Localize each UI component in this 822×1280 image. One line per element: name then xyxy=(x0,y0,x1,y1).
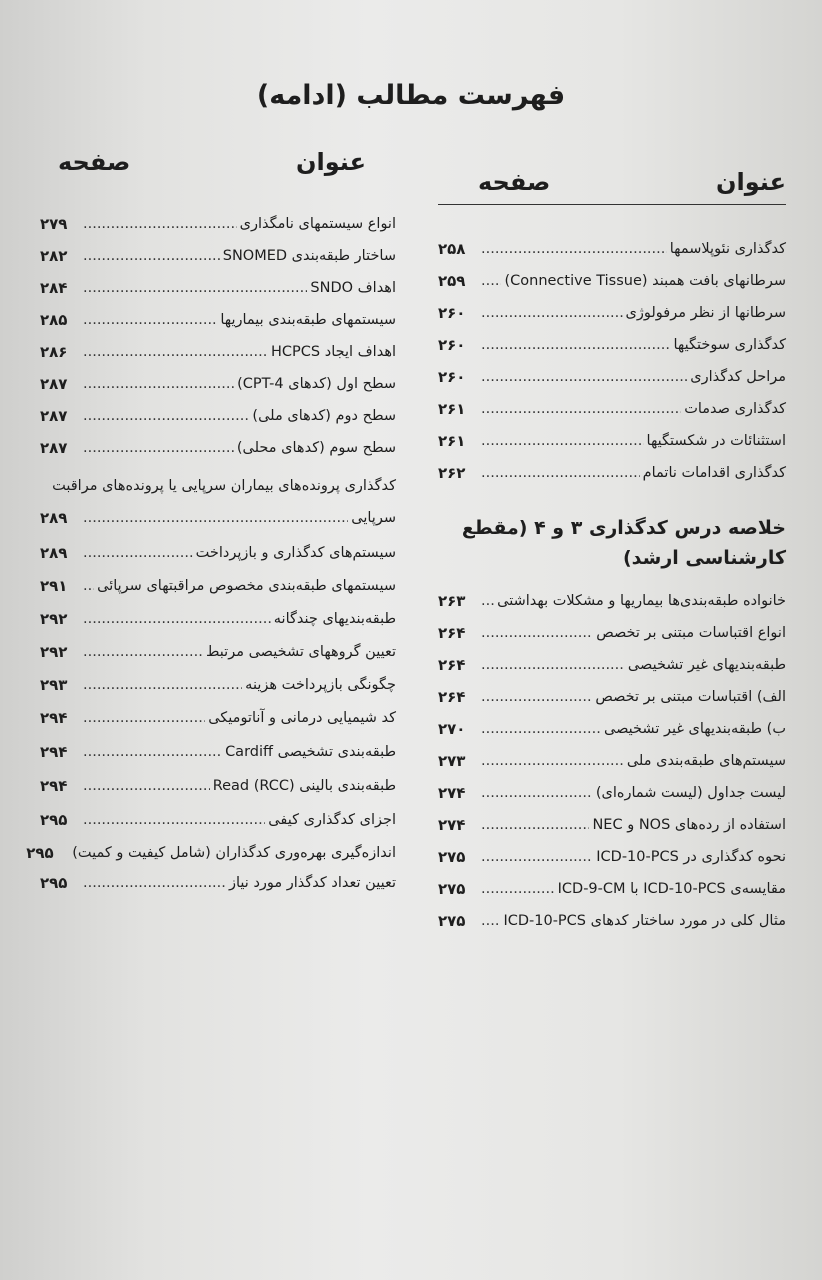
dot-leader xyxy=(481,687,592,707)
toc-entry[interactable] xyxy=(40,796,396,830)
toc-entry[interactable] xyxy=(438,771,786,803)
toc-entry[interactable] xyxy=(40,629,396,662)
toc-entry-page: ۲۹۲ xyxy=(40,643,68,661)
dot-leader xyxy=(481,335,671,355)
toc-entry-title: اهداف ایجاد HCPCS xyxy=(271,344,396,360)
toc-entry-page: ۲۸۵ xyxy=(40,311,68,329)
toc-entry-page: ۲۷۴ xyxy=(438,816,466,834)
toc-entry-title: استفاده از رده‌های NOS و NEC xyxy=(592,817,786,833)
toc-entry[interactable] xyxy=(40,234,396,266)
toc-entry-title: چگونگی بازپرداخت هزینه xyxy=(245,677,396,693)
column-header-title: عنوان xyxy=(716,168,786,196)
toc-entry-page: ۲۹۱ xyxy=(40,577,68,595)
toc-entry[interactable] xyxy=(40,662,396,695)
toc-entry-title: مقایسه‌ی ICD-10-PCS با ICD-9-CM xyxy=(557,881,786,897)
toc-entry-title: استثنائات در شکستگیها xyxy=(646,433,786,449)
toc-entry-page: ۲۹۵ xyxy=(40,874,68,892)
toc-entry[interactable] xyxy=(438,835,786,867)
toc-entry-title: مراحل کدگذاری xyxy=(690,369,786,385)
dot-leader xyxy=(83,609,271,629)
toc-entry-page: ۲۶۰ xyxy=(438,304,466,322)
toc-entry[interactable] xyxy=(40,298,396,330)
dot-leader xyxy=(83,873,226,893)
toc-entry-page: ۲۸۴ xyxy=(40,279,68,297)
toc-entry[interactable] xyxy=(438,259,786,291)
dot-leader xyxy=(83,278,307,298)
dot-leader xyxy=(83,310,217,330)
toc-entry[interactable] xyxy=(438,291,786,323)
toc-entry[interactable] xyxy=(438,643,786,675)
dot-leader xyxy=(83,342,268,362)
dot-leader xyxy=(83,675,242,695)
dot-leader xyxy=(481,431,644,451)
toc-entry-title: تعیین گروههای تشخیصی مرتبط xyxy=(206,644,396,660)
toc-entry-title: اندازه‌گیری بهره‌وری کدگذاران (شامل کیفیت و کمیت) xyxy=(72,845,396,861)
dot-leader xyxy=(481,463,640,483)
toc-entry[interactable] xyxy=(438,611,786,643)
toc-entry xyxy=(40,496,396,528)
toc-entry-page: ۲۷۵ xyxy=(438,912,466,930)
dot-leader xyxy=(83,543,193,563)
dot-leader xyxy=(83,742,222,762)
dot-leader xyxy=(481,623,593,643)
column-header xyxy=(40,148,396,184)
dot-leader xyxy=(83,776,210,796)
toc-entry-title: کد شیمیایی درمانی و آناتومیکی xyxy=(208,710,396,726)
toc-entry-page: ۲۶۴ xyxy=(438,688,466,706)
toc-entry[interactable] xyxy=(438,739,786,771)
toc-entry-title: طبقه‌بندیهای غیر تشخیصی xyxy=(627,657,786,673)
toc-entry[interactable] xyxy=(438,227,786,259)
dot-leader xyxy=(83,406,249,426)
dot-leader xyxy=(83,576,94,596)
column-header xyxy=(438,168,786,205)
toc-entry-title: سطح سوم (کدهای محلی) xyxy=(236,440,396,456)
column-header-title: عنوان xyxy=(296,148,366,176)
toc-entry-title: کدگذاری نئوپلاسمها xyxy=(669,241,786,257)
toc-entry-page: ۲۶۲ xyxy=(438,464,466,482)
toc-entry-page: ۲۵۸ xyxy=(438,240,466,258)
toc-entry[interactable] xyxy=(40,762,396,796)
dot-leader xyxy=(83,508,348,528)
toc-entry[interactable] xyxy=(40,202,396,234)
toc-entry-page: ۲۸۷ xyxy=(40,439,68,457)
toc-entry[interactable] xyxy=(438,579,786,611)
toc-entry-page: ۲۷۵ xyxy=(438,848,466,866)
toc-entry[interactable] xyxy=(40,394,396,426)
toc-entry-title: ساختار طبقه‌بندی SNOMED xyxy=(222,248,396,264)
toc-entry-page: ۲۸۹ xyxy=(40,509,68,527)
toc-entry-title: اهداف SNDO xyxy=(310,280,396,296)
toc-entry-page: ۲۸۶ xyxy=(40,343,68,361)
toc-entry-title: سرطانها از نظر مرفولوژی xyxy=(625,305,786,321)
toc-entry-title: کدگذاری سوختگیها xyxy=(673,337,786,353)
dot-leader xyxy=(83,708,205,728)
toc-entry-page: ۲۹۲ xyxy=(40,610,68,628)
toc-entry-page: ۲۷۰ xyxy=(438,720,466,738)
dot-leader xyxy=(83,438,234,458)
toc-entry-title: الف) اقتباسات مبتنی بر تخصص xyxy=(595,689,786,705)
toc-entry-page: ۲۸۲ xyxy=(40,247,68,265)
toc-entry-title: سرطانهای بافت همبند (Connective Tissue) xyxy=(504,273,786,289)
dot-leader xyxy=(481,879,555,899)
dot-leader xyxy=(83,374,234,394)
toc-entry-title: خانواده طبقه‌بندی‌ها بیماریها و مشکلات بهداشتی xyxy=(497,593,786,609)
column-header-page: صفحه xyxy=(478,168,551,196)
toc-entry[interactable] xyxy=(438,419,786,451)
dot-leader xyxy=(481,751,624,771)
toc-entry-title: انواع سیستمهای نامگذاری xyxy=(239,216,396,232)
toc-entry-page: ۲۶۴ xyxy=(438,656,466,674)
dot-leader xyxy=(83,642,203,662)
toc-entry-title: تعیین تعداد کدگذار مورد نیاز xyxy=(229,875,396,891)
toc-entry[interactable] xyxy=(40,563,396,596)
toc-entry-title: طبقه‌بندی تشخیصی Cardiff xyxy=(225,744,396,760)
toc-entry[interactable] xyxy=(40,695,396,728)
toc-entry-title: طبقه‌بندیهای چندگانه xyxy=(273,611,396,627)
toc-entry-title: نحوه کدگذاری در ICD-10-PCS xyxy=(596,849,786,865)
toc-entry-page: ۲۶۱ xyxy=(438,400,466,418)
toc-entry-page: ۲۶۱ xyxy=(438,432,466,450)
toc-entry-page: ۲۶۰ xyxy=(438,368,466,386)
toc-left-column xyxy=(26,148,396,893)
toc-entry[interactable] xyxy=(438,707,786,739)
toc-entry-page: ۲۶۳ xyxy=(438,592,466,610)
toc-entry[interactable] xyxy=(438,803,786,835)
dot-leader xyxy=(481,367,687,387)
dot-leader xyxy=(83,214,237,234)
toc-entry-page: ۲۶۴ xyxy=(438,624,466,642)
toc-entry[interactable] xyxy=(40,596,396,629)
toc-entry-page: ۲۹۳ xyxy=(40,676,68,694)
toc-entry[interactable] xyxy=(438,899,786,931)
toc-entry-multiline[interactable] xyxy=(40,458,396,528)
dot-leader xyxy=(481,239,667,259)
toc-entry[interactable] xyxy=(438,451,786,483)
toc-entry-title: سطح دوم (کدهای ملی) xyxy=(252,408,396,424)
toc-entry[interactable] xyxy=(438,323,786,355)
dot-leader xyxy=(481,847,593,867)
toc-entry-page: ۲۹۴ xyxy=(40,777,68,795)
toc-entry-title: اجزای کدگذاری کیفی xyxy=(268,812,396,828)
toc-entry-page: ۲۷۴ xyxy=(438,784,466,802)
toc-entry-page: ۲۸۷ xyxy=(40,375,68,393)
toc-entry-page: ۲۷۳ xyxy=(438,752,466,770)
toc-entry-title: سیستمهای طبقه‌بندی بیماریها xyxy=(220,312,396,328)
dot-leader xyxy=(481,655,625,675)
dot-leader xyxy=(83,810,265,830)
dot-leader xyxy=(481,591,494,611)
toc-entry-page: ۲۷۵ xyxy=(438,880,466,898)
dot-leader xyxy=(481,783,593,803)
dot-leader xyxy=(481,719,601,739)
toc-entry-title: سرپایی xyxy=(351,510,396,526)
toc-entry-title-line: کدگذاری پرونده‌های بیماران سرپایی یا پرونده‌های مراقبت xyxy=(52,478,396,494)
toc-entry-page: ۲۶۰ xyxy=(438,336,466,354)
toc-entry[interactable] xyxy=(438,355,786,387)
dot-leader xyxy=(481,815,589,835)
toc-entry[interactable] xyxy=(40,728,396,762)
toc-entry-title: لیست جداول (لیست شماره‌ای) xyxy=(595,785,786,801)
toc-entry-title: سیستم‌های کدگذاری و بازپرداخت xyxy=(195,545,396,561)
toc-entry[interactable] xyxy=(40,426,396,458)
dot-leader xyxy=(481,271,501,291)
toc-entry-page: ۲۹۵ xyxy=(26,844,54,862)
toc-entry-page: ۲۹۴ xyxy=(40,709,68,727)
toc-entry-title: مثال کلی در مورد ساختار کدهای ICD-10-PCS xyxy=(503,913,786,929)
toc-entry-page: ۲۸۹ xyxy=(40,544,68,562)
toc-entry[interactable] xyxy=(40,528,396,563)
toc-entry-page: ۲۹۴ xyxy=(40,743,68,761)
toc-entry[interactable] xyxy=(40,863,396,893)
page-title: فهرست مطالب (ادامه) xyxy=(256,80,566,111)
toc-entry[interactable] xyxy=(40,266,396,298)
toc-entry[interactable] xyxy=(438,387,786,419)
toc-entry[interactable] xyxy=(438,675,786,707)
toc-entry-title: سیستمهای طبقه‌بندی مخصوص مراقبتهای سرپائی xyxy=(97,578,396,594)
toc-entry-title: سیستم‌های طبقه‌بندی ملی xyxy=(626,753,786,769)
toc-entry-title: طبقه‌بندی بالینی Read (RCC) xyxy=(212,778,396,794)
toc-entry-title: ب) طبقه‌بندیهای غیر تشخیصی xyxy=(604,721,786,737)
section-heading[interactable]: خلاصه درس کدگذاری ۳ و ۴ (مقطع کارشناسی ارشد) xyxy=(461,517,786,569)
dot-leader xyxy=(481,911,500,931)
dot-leader xyxy=(481,303,623,323)
toc-entry[interactable] xyxy=(40,362,396,394)
toc-entry[interactable] xyxy=(40,330,396,362)
toc-entry-title: کدگذاری اقدامات ناتمام xyxy=(642,465,786,481)
toc-entry[interactable] xyxy=(26,830,396,863)
toc-entry-title: کدگذاری صدمات xyxy=(684,401,786,417)
column-header-page: صفحه xyxy=(58,148,131,176)
toc-entry-page: ۲۷۹ xyxy=(40,215,68,233)
toc-entry-page: ۲۵۹ xyxy=(438,272,466,290)
toc-entry-page: ۲۸۷ xyxy=(40,407,68,425)
dot-leader xyxy=(481,399,681,419)
dot-leader xyxy=(83,246,220,266)
toc-entry-title: سطح اول (کدهای CPT-4) xyxy=(237,376,396,392)
toc-entry-page: ۲۹۵ xyxy=(40,811,68,829)
toc-entry[interactable] xyxy=(438,867,786,899)
toc-entry-title: انواع اقتباسات مبتنی بر تخصص xyxy=(596,625,786,641)
toc-right-column xyxy=(438,168,786,931)
